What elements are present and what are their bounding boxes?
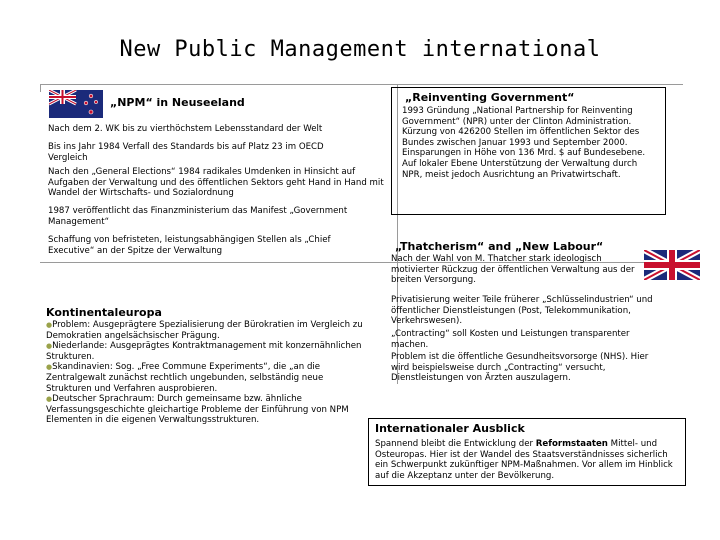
europe-item-4: [46, 394, 364, 426]
page-title: New Public Management international: [119, 37, 601, 62]
nz-heading: „NPM“ in Neuseeland: [110, 96, 245, 109]
divider-top: [40, 84, 683, 85]
europe-heading: Kontinentaleuropa: [46, 306, 162, 319]
outlook-heading: Internationaler Ausblick: [375, 422, 525, 435]
uk-line-3: „Contracting“ soll Kosten und Leistungen transparenter machen.: [391, 329, 630, 350]
outlook-text-end: Mittel- und Osteuropas. Hier ist der Wandel des Staatsverständnisses sicherlich ein Schwerpunkt zukünftiger NPM-Maßnahmen. Vor allem im Hinblick auf die Akzeptanz unter der Bevölkerung.: [375, 439, 673, 481]
europe-item-2: [46, 341, 364, 362]
usa-line-2: Kürzung von 426200 Stellen im öffentlichen Sektor des Bundes zwischen Januar 1993 und September 2000.: [402, 127, 640, 148]
nz-item-5: Schaffung von befristeten, leistungsabhängigen Stellen als „Chief Executive“ an der Spitze der Verwaltung: [48, 235, 331, 256]
uk-line-1: Nach der Wahl von M. Thatcher stark ideologisch motivierter Rückzug der öffentlichen Verwaltung aus der breiten Versorgung.: [391, 254, 635, 286]
uk-flag-icon: [644, 250, 700, 280]
usa-heading: „Reinventing Government“: [405, 91, 575, 104]
europe-item-2-text: Niederlande: Ausgeprägtes Kontraktmanagement mit konzernähnlichen Strukturen.: [46, 341, 362, 362]
bullet-icon: ●: [46, 363, 53, 372]
outlook-text-start: Spannend bleibt die Entwicklung der: [375, 439, 536, 449]
bullet-icon: ●: [46, 395, 53, 404]
outlook-box: [368, 418, 686, 486]
outlook-text-emphasis: Reformstaaten: [535, 439, 608, 449]
europe-item-4-text: Deutscher Sprachraum: Durch gemeinsame bzw. ähnliche Verfassungsgeschichte gleichartige Probleme der Einführung von NPM Elementen in die eigenen Verwaltungsstrukturen.: [46, 394, 349, 426]
usa-line-4: Auf lokaler Ebene Unterstützung der Verwaltung durch NPR, meist jedoch Ausrichtung an Privatwirtschaft.: [402, 158, 638, 180]
bullet-icon: ●: [46, 342, 53, 351]
nz-flag-icon: [49, 90, 103, 118]
nz-item-3: Nach den „General Elections“ 1984 radikales Umdenken in Hinsicht auf Aufgaben der Verwaltung und des öffentlichen Sektors geht Hand in Hand mit Wandel der Wirtschafts- und Sozialordnung: [48, 167, 384, 199]
uk-heading: „Thatcherism“ and „New Labour“: [395, 240, 604, 253]
nz-item-4: 1987 veröffentlicht das Finanzministerium das Manifest „Government Management“: [48, 206, 348, 227]
usa-box: [391, 87, 666, 215]
divider-vertical-left: [40, 84, 41, 92]
usa-line-3: Einsparungen in Höhe von 136 Mrd. $ auf Bundesebene.: [402, 148, 646, 159]
europe-item-3-text: Skandinavien: Sog. „Free Commune Experiments“, die „an die Zentralgewalt zunächst rechtlich ungebunden, selbständig neue Strukturen und Verfahren ausprobieren.: [46, 362, 324, 394]
uk-line-2: Privatisierung weiter Teile früherer „Schlüsselindustrien“ und öffentlicher Dienstleistungen (Post, Telekommunikation, Verkehrswesen).: [391, 295, 653, 327]
nz-item-1: Nach dem 2. WK bis zu vierthöchstem Lebensstandard der Welt: [48, 124, 323, 134]
bullet-icon: ●: [46, 321, 53, 329]
europe-item-1-text: Problem: Ausgeprägtere Spezialisierung der Bürokratien im Vergleich zu Demokratien angelsächsischer Prägung.: [46, 320, 363, 341]
usa-line-1: 1993 Gründung „National Partnership for Reinventing Government“ (NPR) unter der Clinton Administration.: [402, 106, 633, 127]
europe-item-1: [46, 320, 364, 341]
outlook-text: [375, 439, 679, 481]
nz-item-2: Bis ins Jahr 1984 Verfall des Standards bis auf Platz 23 im OECD Vergleich: [48, 142, 324, 163]
uk-line-4: Problem ist die öffentliche Gesundheitsvorsorge (NHS). Hier wird beispielsweise durch „Contracting“ versucht, Dienstleistungen von Ärzten auszulagern.: [391, 352, 649, 384]
europe-list: [46, 320, 364, 426]
europe-item-3: [46, 362, 364, 394]
